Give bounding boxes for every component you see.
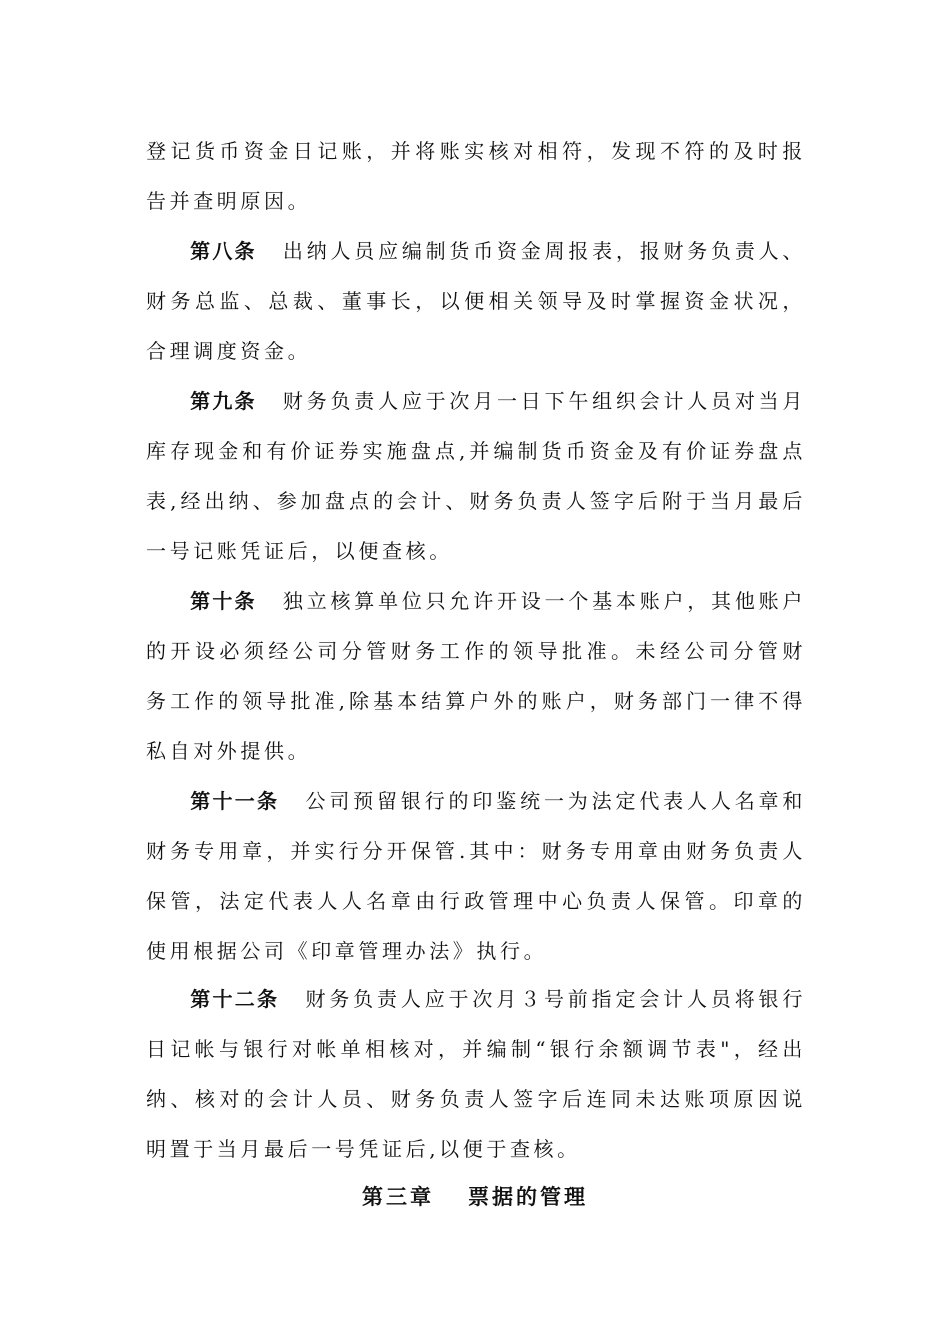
- article-number: 第十一条: [190, 789, 280, 813]
- chapter-number: 第三章: [362, 1185, 434, 1209]
- article-11: [146, 776, 806, 976]
- article-text: 出纳人员应编制货币资金周报表，报财务负责人、财务总监、总裁、董事长，以便相关领导及时掌握资金状况，合理调度资金。: [146, 239, 807, 363]
- article-9: [146, 376, 806, 576]
- article-text: 公司预留银行的印鉴统一为法定代表人人名章和财务专用章，并实行分开保管.其中：财务专用章由财务负责人保管，法定代表人人名章由行政管理中心负责人保管。印章的使用根据公司《印章管理办法》执行。: [146, 789, 806, 963]
- article-text: 财务负责人应于次月一日下午组织会计人员对当月库存现金和有价证券实施盘点,并编制货币资金及有价证券盘点表,经出纳、参加盘点的会计、财务负责人签字后附于当月最后一号记账凭证后，以便查核。: [146, 389, 807, 563]
- chapter-heading: [0, 1172, 950, 1222]
- continuation-text: 登记货币资金日记账，并将账实核对相符，发现不符的及时报告并查明原因。: [146, 139, 806, 213]
- article-number: 第十二条: [190, 987, 280, 1011]
- article-12: [146, 974, 806, 1174]
- article-number: 第九条: [190, 389, 257, 413]
- article-10: [146, 576, 806, 776]
- article-text: 独立核算单位只允许开设一个基本账户，其他账户的开设必须经公司分管财务工作的领导批准。未经公司分管财务工作的领导批准,除基本结算户外的账户，财务部门一律不得私自对外提供。: [146, 589, 807, 763]
- article-8: [146, 226, 806, 376]
- continuation-paragraph: [146, 126, 806, 226]
- article-number: 第八条: [190, 239, 257, 263]
- chapter-title: 票据的管理: [468, 1185, 588, 1209]
- article-text: 财务负责人应于次月３号前指定会计人员将银行日记帐与银行对帐单相核对，并编制“银行余额调节表"，经出纳、核对的会计人员、财务负责人签字后连同未达账项原因说明置于当月最后一号凭证后,以便于查核。: [146, 987, 806, 1161]
- article-number: 第十条: [190, 589, 257, 613]
